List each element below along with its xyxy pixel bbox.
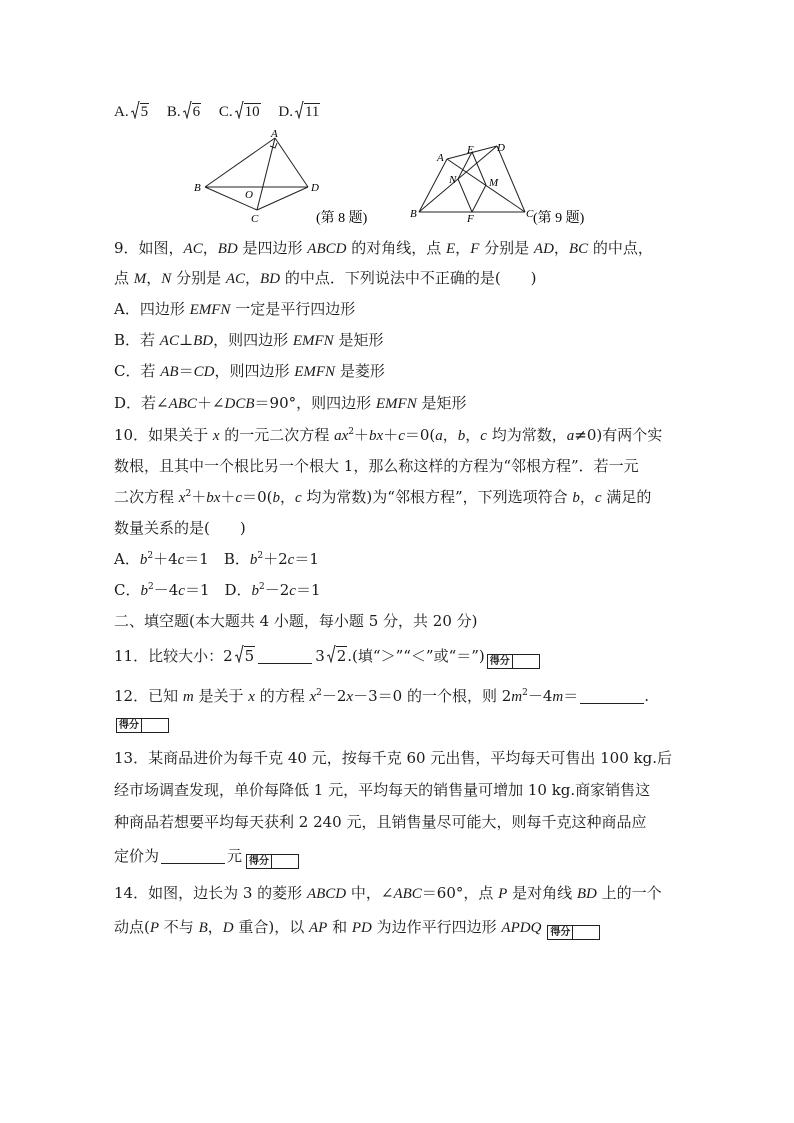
fig9-label-b: B xyxy=(410,208,417,220)
q12-answer-blank[interactable] xyxy=(580,687,644,704)
q8-option-d-sqrt: 11 xyxy=(295,102,320,122)
section-2-heading: 二、填空题(本大题共 4 小题，每小题 5 分，共 20 分) xyxy=(114,612,478,630)
q8-option-b-letter: B. xyxy=(166,104,181,120)
q9-option-b: B．若 AC⊥BD，则四边形 EMFN 是矩形 xyxy=(114,331,384,349)
q8-option-a-sqrt: 5 xyxy=(131,102,150,122)
q12-score-box[interactable]: 得分 xyxy=(116,718,169,733)
fig8-label-b: B xyxy=(194,182,201,194)
fig8-label-a: A xyxy=(271,128,278,140)
q9-option-a: A．四边形 EMFN 一定是平行四边形 xyxy=(114,300,356,318)
q8-option-d-letter: D. xyxy=(278,104,293,120)
q13-line-3: 种商品若想要平均每天获利 2 240 元，且销售量尽可能大，则每千克这种商品应 xyxy=(114,813,647,831)
q11-line: 11．比较大小：2 5 3 2.(填“＞”“＜”或“＝”) 得分 xyxy=(114,646,540,669)
fig9-label-c: C xyxy=(526,208,534,220)
fig8-edge-cd xyxy=(257,187,308,210)
q10-stem-line-2: 数根，且其中一个根比另一个根大 1，那么称这样的方程为“邻根方程”．若一元 xyxy=(114,457,639,475)
fig9-segment-fn xyxy=(458,179,472,212)
fig9-label-d: D xyxy=(497,142,505,154)
q10-stem-line-1: 10．如果关于 x 的一元二次方程 $ax^2+bx+c=0(a$，b，c 均为常数，a≠0)有两个实 xyxy=(114,426,663,444)
fig8-label-o: O xyxy=(245,189,253,201)
q10-options-ab: A．$b^2+4c=1$ B．$b^2+2c=1$ xyxy=(114,550,319,568)
fig8-edge-ad xyxy=(275,138,308,187)
figure-8 xyxy=(190,128,390,228)
fig8-label-c: C xyxy=(251,213,259,225)
q10-stem-line-4: 数量关系的是( ) xyxy=(114,519,246,537)
q8-option-c-sqrt: 10 xyxy=(235,102,261,122)
q14-score-box[interactable]: 得分 xyxy=(547,925,600,940)
q9-stem-line-2: 点 M，N 分别是 AC，BD 的中点．下列说法中不正确的是( ) xyxy=(114,269,537,287)
q11-sqrt-1: 5 xyxy=(235,646,256,666)
q8-option-a-letter: A. xyxy=(114,104,129,120)
fig9-edge-ab xyxy=(419,159,447,212)
q10-stem-line-3: 二次方程 $x^2+bx+c=0(b$，c 均为常数)为“邻根方程”，下列选项符合 b，c 满足的 xyxy=(114,488,652,506)
q13-line-4: 定价为 元 得分 xyxy=(114,846,299,869)
q11-score-box[interactable]: 得分 xyxy=(487,654,540,669)
fig8-caption: (第 8 题) xyxy=(316,211,368,226)
q9-stem-line-1: 9．如图，AC，BD 是四边形 ABCD 的对角线，点 E，F 分别是 AD，BC 的中点， xyxy=(114,239,653,257)
q13-line-1: 13．某商品进价为每千克 40 元，按每千克 60 元出售，平均每天可售出 100 kg.后 xyxy=(114,749,672,767)
q8-option-b-sqrt: 6 xyxy=(183,102,202,122)
q9-option-c: C．若 AB＝CD，则四边形 EMFN 是菱形 xyxy=(114,362,385,380)
fig9-label-a: A xyxy=(437,152,444,164)
q13-line-2: 经市场调查发现，单价每降低 1 元，平均每天的销售量可增加 10 kg.商家销售这 xyxy=(114,781,651,799)
q13-answer-blank[interactable] xyxy=(161,847,225,864)
q11-answer-blank[interactable] xyxy=(258,647,312,664)
fig9-caption: (第 9 题) xyxy=(533,211,585,226)
q12-line: 12．已知 m 是关于 x 的方程 $x^2-2x-3=0$ 的一个根，则 $2m^2-4m=$ . xyxy=(114,687,650,705)
q10-options-cd: C．$b^2-4c=1$ D．$b^2-2c=1$ xyxy=(114,581,321,599)
fig9-label-e: E xyxy=(467,144,474,156)
q14-line-1: 14．如图，边长为 3 的菱形 ABCD 中，∠ABC＝60°，点 P 是对角线 BD 上的一个 xyxy=(114,884,662,902)
q9-option-d: D．若∠ABC＋∠DCB＝90°，则四边形 EMFN 是矩形 xyxy=(114,394,467,412)
fig9-segment-mf xyxy=(472,185,486,212)
q14-line-2: 动点(P 不与 B，D 重合)，以 AP 和 PD 为边作平行四边形 APDQ 得分 xyxy=(114,917,600,940)
q13-score-box[interactable]: 得分 xyxy=(246,854,299,869)
figure-9 xyxy=(405,138,595,230)
q8-options xyxy=(114,102,320,122)
fig8-label-d: D xyxy=(311,182,319,194)
q8-option-c-letter: C. xyxy=(218,104,233,120)
fig9-label-m: M xyxy=(489,177,499,189)
fig9-label-n: N xyxy=(449,174,457,186)
fig9-label-f: F xyxy=(467,213,474,225)
q11-sqrt-2: 2 xyxy=(327,646,348,666)
